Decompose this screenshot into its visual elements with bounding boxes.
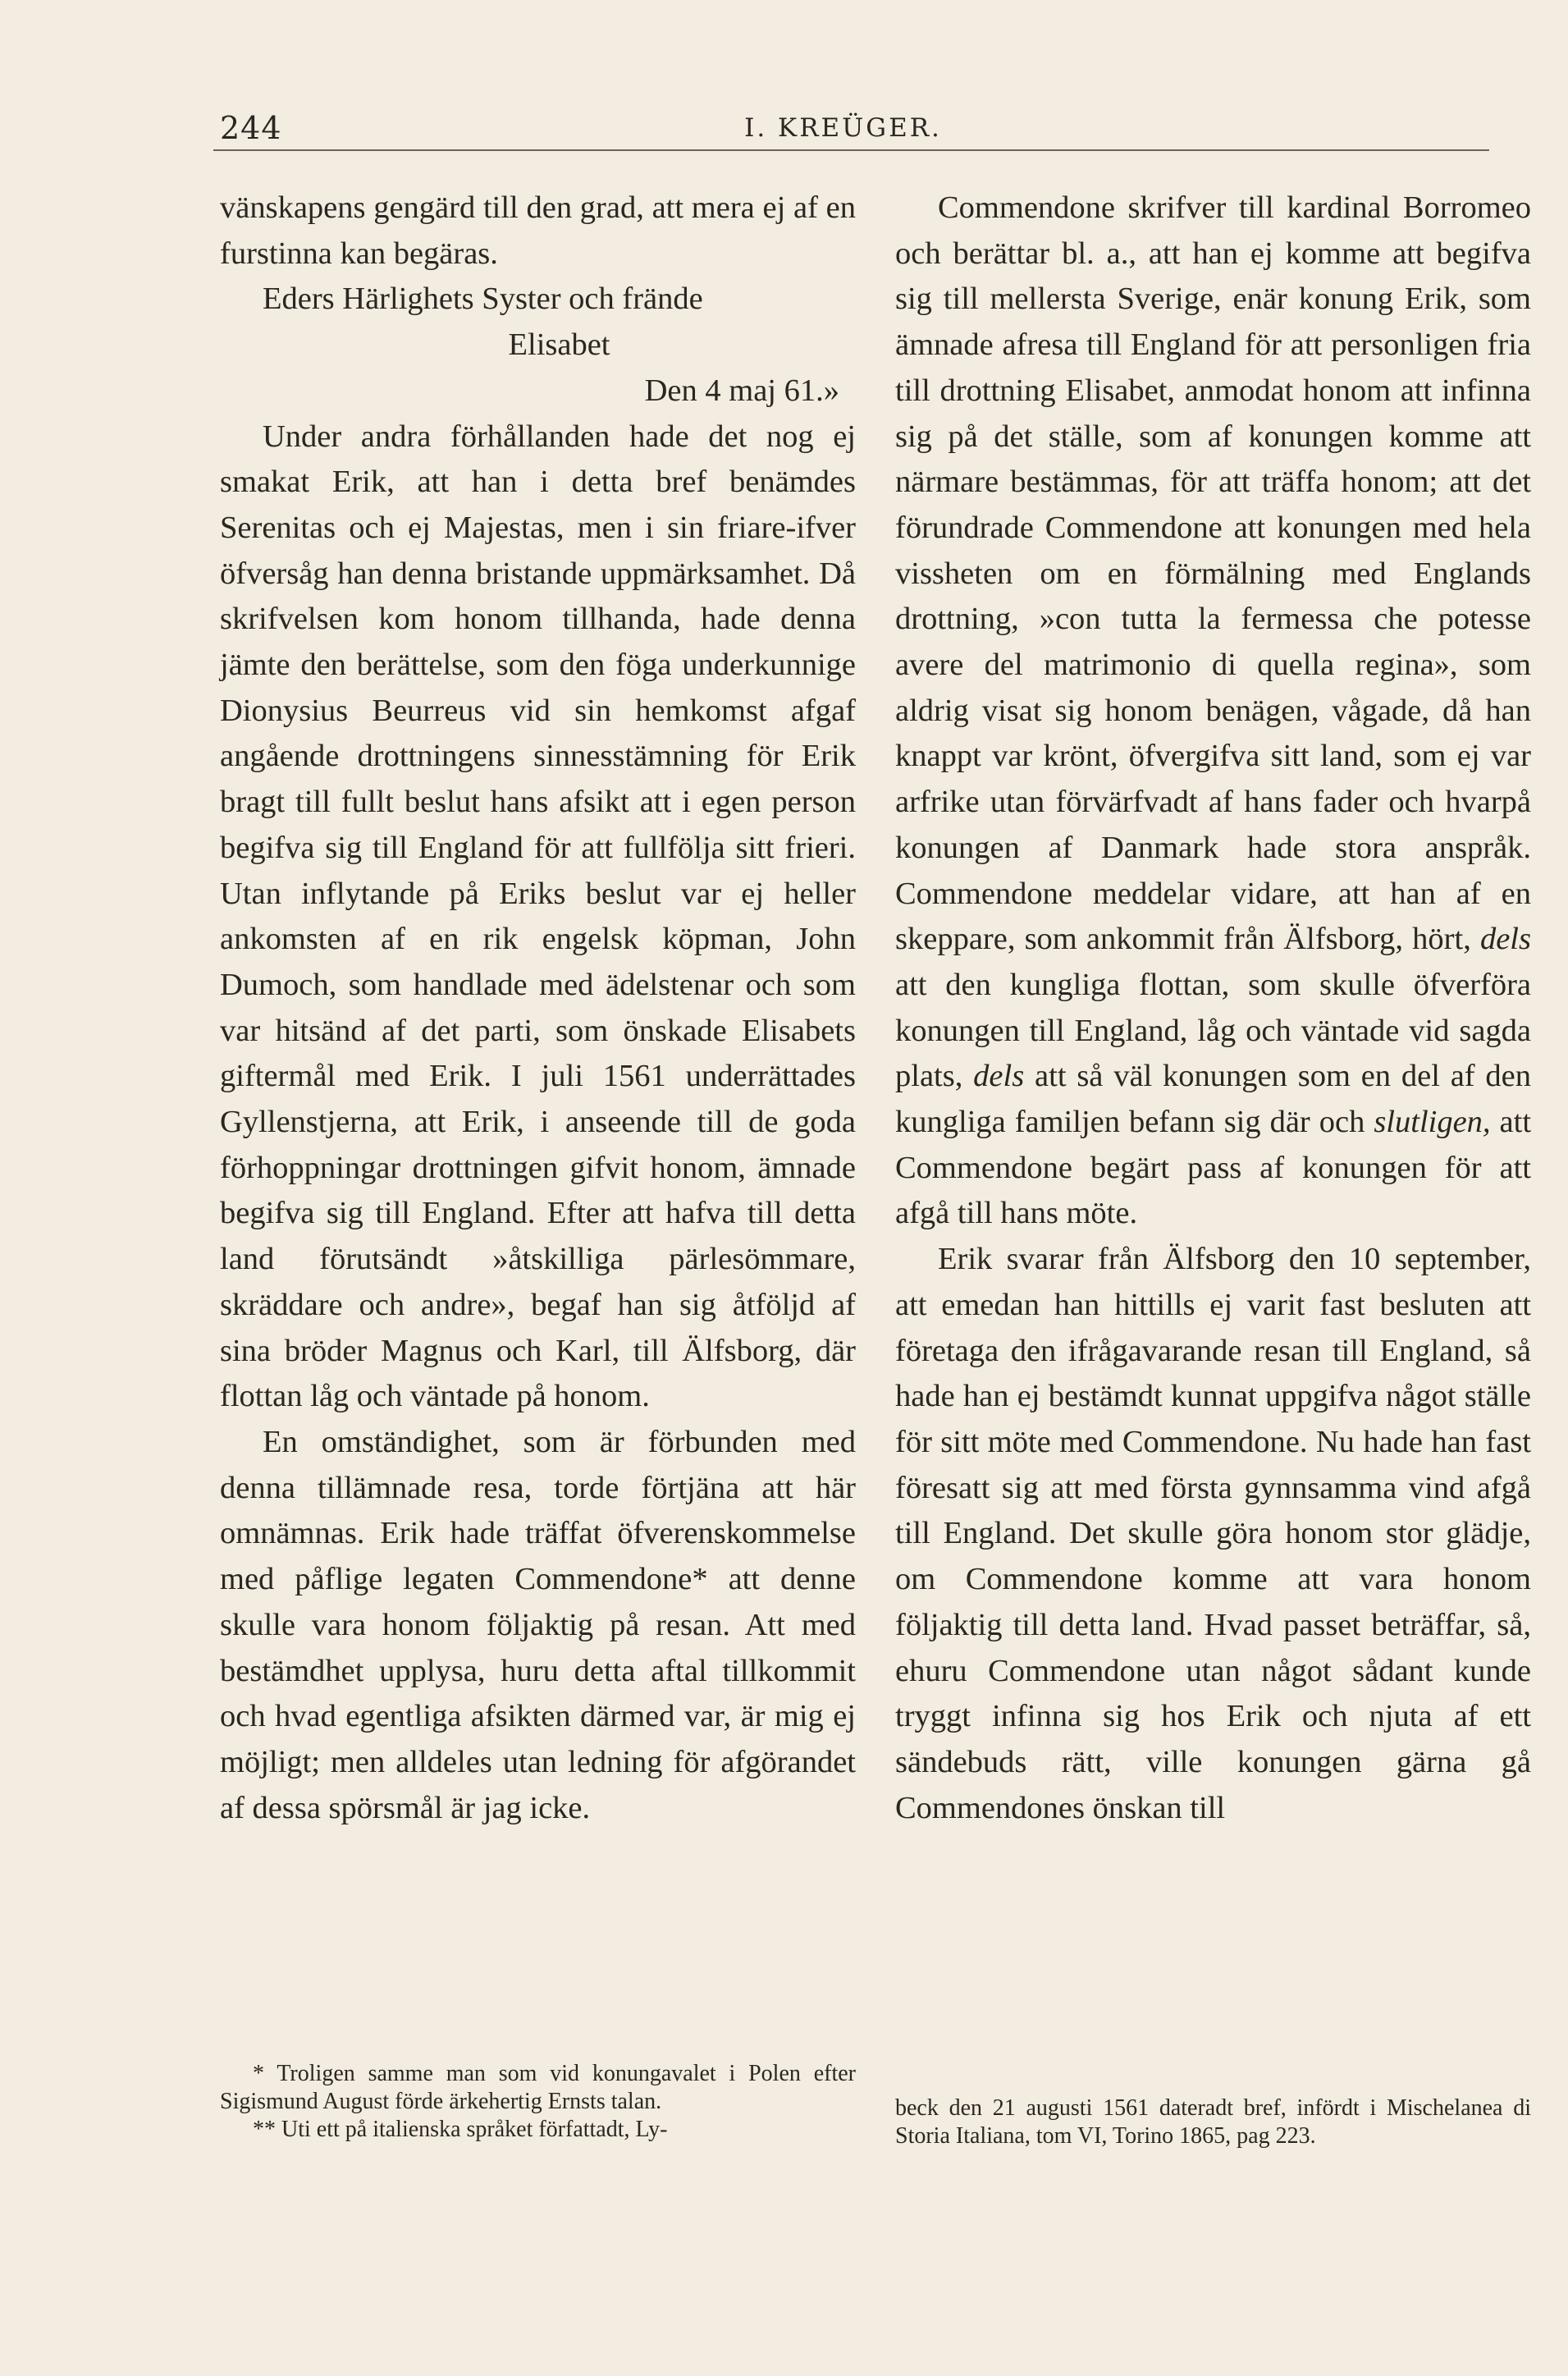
right-paragraph-1 <box>895 185 1531 1237</box>
right-paragraph-1-part-a: Commendone skrifver till kardinal Borromeo och berättar bl. a., att han ej komme att begifva sig till mellersta Sverige, enär konung Erik, som ämnade afresa till England för att personligen fria till drottning Elisabet, anmodat honom att infinna sig på det ställe, som af konungen komme att närmare bestämmas, för att träffa honom; att det förundrade Commendone att konungen med hela vissheten om en förmälning med Englands drottning, »con tutta la fermessa che potesse avere del matrimonio di quella regina», som aldrig visat sig honom benägen, vågade, då han knappt var krönt, öfvergifva sitt land, som ej var arfrike utan förvärfvadt af hans fader och hvarpå konungen af Danmark hade stora anspråk. Commendone meddelar vidare, att han af en skeppare, som ankommit från Älfsborg, hört, <box>895 190 1531 957</box>
emphasis-dels-1: dels <box>1479 922 1531 957</box>
right-paragraph-1-part-d: att Commendone begärt pass af konungen för att afgå till hans möte. <box>895 1105 1532 1231</box>
left-paragraph-1: vänskapens gengärd till den grad, att mera ej af en furstinna kan begäras. <box>220 190 856 271</box>
page-header <box>197 92 1489 149</box>
footnote-2-continued: beck den 21 augusti 1561 dateradt bref, infördt i Mischelanea di Storia Italiana, tom VI, Torino 1865, pag 223. <box>895 2095 1531 2149</box>
footnote-1: * Troligen samme man som vid konungavalet i Polen efter Sigismund August förde ärkehertig Ernsts talan. <box>220 2061 856 2114</box>
right-paragraph-1-part-c: att så väl konungen som en del af den kungliga familjen befann sig där och <box>895 1059 1532 1140</box>
right-paragraph-1-part-b: att den kungliga flottan, som skulle öfverföra konungen till England, låg och väntade vid sagda plats, <box>895 967 1531 1094</box>
emphasis-dels-2: dels <box>973 1059 1025 1094</box>
right-paragraph-2: Erik svarar från Älfsborg den 10 september, att emedan han hittills ej varit fast besluten att företaga den ifrågavarande resan till England, så hade han ej bestämdt kunnat uppgifva något ställe för sitt möte med Commendone. Nu hade han fast föresatt sig att med första gynnsamma vind afgå till England. Det skulle göra honom stor glädje, om Commendone komme att vara honom följaktig till detta land. Hvad passet beträffar, så, ehuru Commendone utan något sådant kunde tryggt infinna sig hos Erik och njuta af ett sändebuds rätt, ville konungen gärna gå Commendones önskan till <box>895 1242 1531 1825</box>
left-column <box>220 185 856 1831</box>
footnotes-right <box>895 2094 1531 2150</box>
left-paragraph-3: En omständighet, som är förbunden med denna tillämnade resa, torde förtjäna att här omnämnas. Erik hade träffat öfverenskommelse med påflige legaten Commendone* att denne skulle vara honom följaktig på resan. Att med bestämdhet upplysa, huru detta aftal tillkommit och hvad egentliga afsikten därmed var, är mig ej möjligt; men alldeles utan ledning för afgörandet af dessa spörsmål är jag icke. <box>220 1424 856 1825</box>
left-paragraph-2: Under andra förhållanden hade det nog ej smakat Erik, att han i detta bref benämdes Serenitas och ej Majestas, men i sin friare-ifver öfversåg han denna bristande uppmärksamhet. Då skrifvelsen kom honom tillhanda, hade denna jämte den berättelse, som den föga underkunnige Dionysius Beurreus vid sin hemkomst afgaf angående drottningens sinnesstämning för Erik bragt till fullt beslut hans afsikt att i egen person begifva sig till England för att fullfölja sitt frieri. Utan inflytande på Eriks beslut var ej heller ankomsten af en rik engelsk köpman, John Dumoch, som handlade med ädelstenar och som var hitsänd af det parti, som önskade Elisabets giftermål med Erik. I juli 1561 underrättades Gyllenstjerna, att Erik, i anseende till de goda förhoppningar drottningen gifvit honom, ämnade begifva sig till England. Efter att hafva till detta land förutsändt »åtskilliga pärlesömmare, skräddare och andre», begaf han sig åtföljd af sina bröder Magnus och Karl, till Älfsborg, där flottan låg och väntade på honom. <box>220 419 856 1414</box>
letter-signature: Elisabet <box>508 327 610 363</box>
footnote-2: ** Uti ett på italienska språket författadt, Ly- <box>253 2117 668 2142</box>
page-number: 244 <box>220 110 282 146</box>
footnotes-left <box>220 2060 856 2144</box>
header-rule <box>213 149 1489 151</box>
letter-closing: Eders Härlighets Syster och frände <box>263 282 703 317</box>
letter-date: Den 4 maj 61.» <box>644 373 839 408</box>
running-head: I. KREÜGER. <box>744 113 942 143</box>
emphasis-slutligen: slutligen, <box>1374 1105 1491 1140</box>
right-column <box>895 185 1531 1831</box>
